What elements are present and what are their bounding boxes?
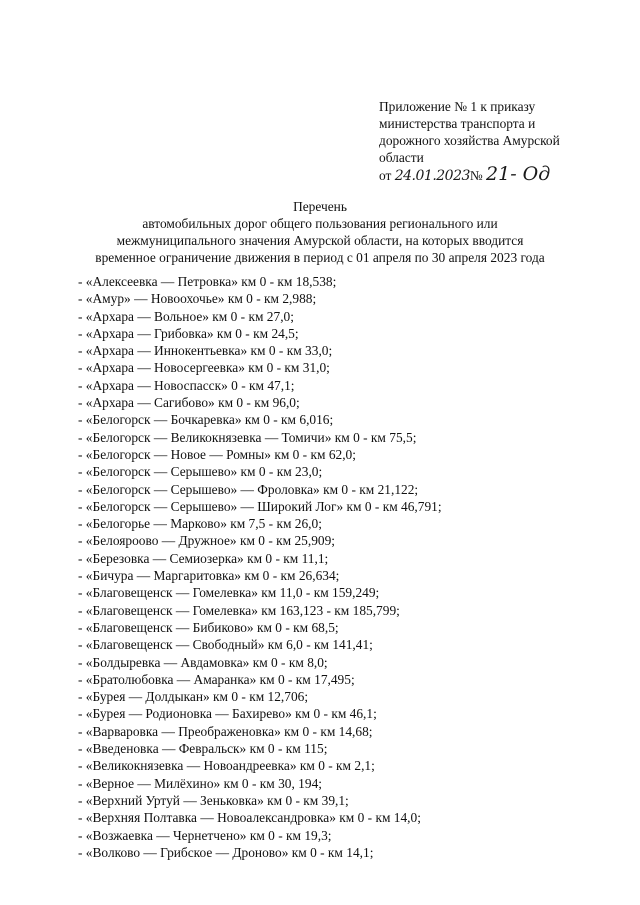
title-line: автомобильных дорог общего пользования регионального или bbox=[142, 216, 498, 231]
list-item: - «Верхний Уртуй — Зеньковка» км 0 - км 39,1; bbox=[78, 792, 349, 808]
list-item: - «Белояроово — Дружное» км 0 - км 25,909; bbox=[78, 533, 335, 549]
list-item: - «Архара — Вольное» км 0 - км 27,0; bbox=[78, 308, 294, 324]
list-item: - «Варваровка — Преображеновка» км 0 - км 14,68; bbox=[78, 723, 373, 739]
document-title bbox=[40, 198, 600, 266]
list-item: - «Введеновка — Февральск» км 0 - км 115; bbox=[78, 741, 328, 757]
list-item: - «Архара — Сагибово» км 0 - км 96,0; bbox=[78, 395, 300, 411]
order-number: 21- Од bbox=[486, 163, 551, 185]
list-item: - «Белогорье — Марково» км 7,5 - км 26,0; bbox=[78, 516, 322, 532]
title-heading: Перечень bbox=[293, 199, 347, 214]
appendix-header bbox=[379, 98, 619, 185]
list-item: - «Березовка — Семиозерка» км 0 - км 11,1; bbox=[78, 550, 329, 566]
appendix-line: дорожного хозяйства Амурской bbox=[379, 133, 560, 148]
list-item: - «Архара — Новосергеевка» км 0 - км 31,0; bbox=[78, 360, 330, 376]
list-item: - «Болдыревка — Авдамовка» км 0 - км 8,0; bbox=[78, 654, 328, 670]
list-item: - «Архара — Грибовка» км 0 - км 24,5; bbox=[78, 325, 299, 341]
list-item: - «Архара — Иннокентьевка» км 0 - км 33,0; bbox=[78, 343, 333, 359]
list-item: - «Верное — Милёхино» км 0 - км 30, 194; bbox=[78, 775, 322, 791]
list-item: - «Благовещенск — Свободный» км 6,0 - км 141,41; bbox=[78, 637, 373, 653]
list-item: - «Белогорск — Серышево» — Широкий Лог» км 0 - км 46,791; bbox=[78, 498, 442, 514]
date-prefix: от bbox=[379, 168, 392, 183]
title-line: временное ограничение движения в период с 01 апреля по 30 апреля 2023 года bbox=[95, 250, 545, 265]
list-item: - «Великокнязевка — Новоандреевка» км 0 - км 2,1; bbox=[78, 758, 375, 774]
list-item: - «Амур» — Новоохочье» км 0 - км 2,988; bbox=[78, 291, 317, 307]
list-item: - «Белогорск — Великокнязевка — Томичи» км 0 - км 75,5; bbox=[78, 429, 417, 445]
list-item: - «Верхняя Полтавка — Новоалександровка» км 0 - км 14,0; bbox=[78, 810, 421, 826]
list-item: - «Благовещенск — Гомелевка» км 163,123 - км 185,799; bbox=[78, 602, 400, 618]
list-item: - «Белогорск — Серышево» — Фроловка» км 0 - км 21,122; bbox=[78, 481, 419, 497]
list-item: - «Благовещенск — Гомелевка» км 11,0 - км 159,249; bbox=[78, 585, 380, 601]
list-item: - «Алексеевка — Петровка» км 0 - км 18,538; bbox=[78, 274, 337, 289]
list-item: - «Возжаевка — Чернетчено» км 0 - км 19,3; bbox=[78, 827, 332, 843]
list-item: - «Благовещенск — Бибиково» км 0 - км 68,5; bbox=[78, 619, 339, 635]
appendix-line: министерства транспорта и bbox=[379, 116, 536, 131]
list-item: - «Белогорск — Новое — Ромны» км 0 - км 62,0; bbox=[78, 446, 356, 462]
list-item: - «Бурея — Долдыкан» км 0 - км 12,706; bbox=[78, 689, 309, 705]
road-list bbox=[78, 273, 618, 861]
appendix-line: области bbox=[379, 150, 424, 165]
order-date-number bbox=[379, 163, 619, 185]
list-item: - «Братолюбовка — Амаранка» км 0 - км 17,495; bbox=[78, 671, 355, 687]
order-date: 24.01.2023 bbox=[394, 168, 470, 184]
number-prefix: № bbox=[469, 168, 483, 183]
list-item: - «Архара — Новоспасск» 0 - км 47,1; bbox=[78, 377, 295, 393]
appendix-line: Приложение № 1 к приказу bbox=[379, 99, 536, 114]
list-item: - «Бурея — Родионовка — Бахирево» км 0 - км 46,1; bbox=[78, 706, 377, 722]
list-item: - «Волково — Грибское — Дроново» км 0 - км 14,1; bbox=[78, 844, 374, 860]
list-item: - «Бичура — Маргаритовка» км 0 - км 26,634; bbox=[78, 568, 340, 584]
list-item: - «Белогорск — Серышево» км 0 - км 23,0; bbox=[78, 464, 323, 480]
list-item: - «Белогорск — Бочкаревка» км 0 - км 6,016; bbox=[78, 412, 334, 428]
title-line: межмуниципального значения Амурской области, на которых вводится bbox=[116, 233, 524, 248]
